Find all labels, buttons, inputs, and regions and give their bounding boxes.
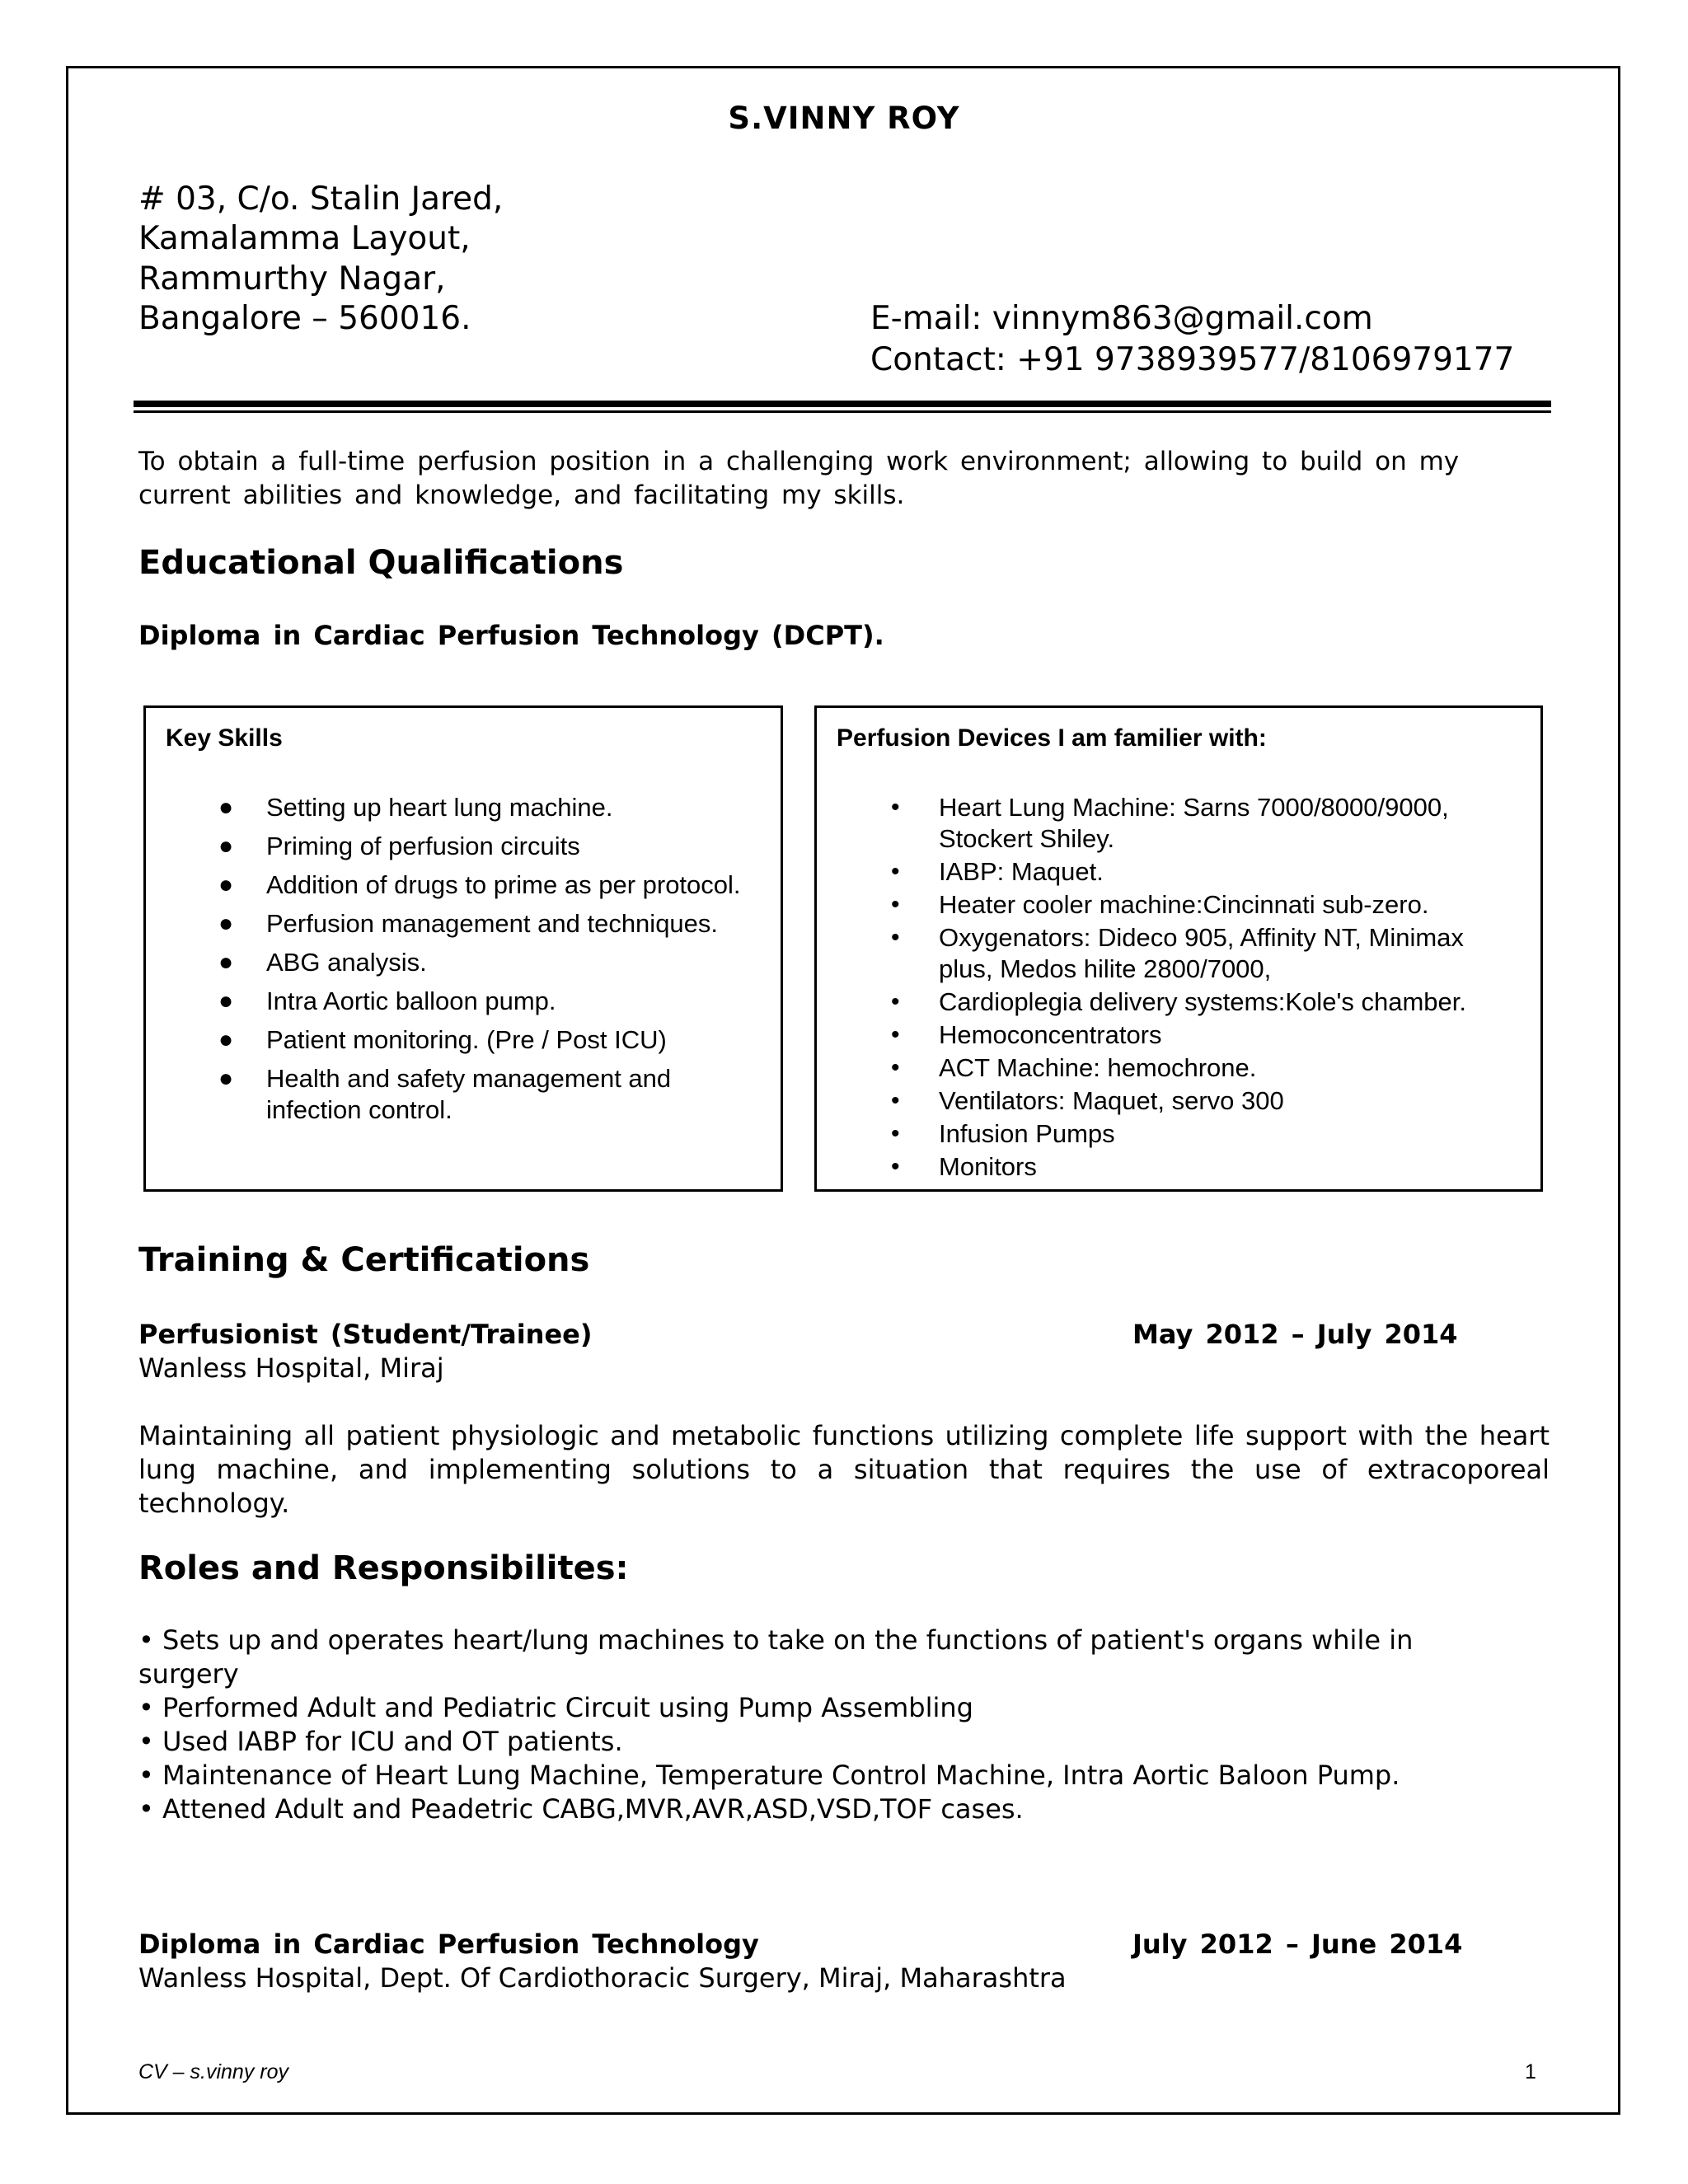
list-item: • ACT Machine: hemochrone.	[891, 1053, 1257, 1082]
list-item: ● ABG analysis.	[218, 948, 427, 977]
training-dates: May 2012 – July 2014	[1132, 1319, 1458, 1350]
address-line-4: Bangalore – 560016.	[138, 300, 471, 337]
list-item: • Oxygenators: Dideco 905, Affinity NT, Minimax plus, Medos hilite 2800/7000,	[891, 923, 1464, 983]
list-item: ● Perfusion management and techniques.	[218, 909, 719, 938]
list-item: • Cardioplegia delivery systems:Kole's chamber.	[891, 987, 1466, 1016]
key-skills-list	[218, 792, 753, 1133]
diploma-title: Diploma in Cardiac Perfusion Technology	[138, 1929, 759, 1960]
training-place: Wanless Hospital, Miraj	[138, 1352, 444, 1384]
list-item: ● Setting up heart lung machine.	[218, 793, 613, 822]
address-line-2: Kamalamma Layout,	[138, 220, 471, 257]
list-item: ● Health and safety management and infection control.	[218, 1064, 672, 1124]
degree-title: Diploma in Cardiac Perfusion Technology (DCPT).	[138, 620, 884, 651]
training-role: Perfusionist (Student/Trainee)	[138, 1319, 593, 1350]
list-item: • Heart Lung Machine: Sarns 7000/8000/9000, Stockert Shiley.	[891, 793, 1449, 853]
list-item: • Hemoconcentrators	[891, 1020, 1162, 1049]
email-address[interactable]: E-mail: vinnym863@gmail.com	[870, 300, 1373, 337]
training-heading: Training & Certifications	[138, 1241, 590, 1279]
address-line-1: # 03, C/o. Stalin Jared,	[138, 180, 504, 218]
list-item: • Maintenance of Heart Lung Machine, Temperature Control Machine, Intra Aortic Baloon Pump.	[138, 1760, 1400, 1791]
list-item: • Performed Adult and Pediatric Circuit using Pump Assembling	[138, 1692, 973, 1723]
list-item: • Attened Adult and Peadetric CABG,MVR,AVR,ASD,VSD,TOF cases.	[138, 1793, 1024, 1825]
list-item: ● Addition of drugs to prime as per protocol.	[218, 870, 741, 899]
candidate-name: S.VINNY ROY	[728, 101, 960, 136]
key-skills-box	[143, 705, 783, 1192]
address-line-3: Rammurthy Nagar,	[138, 260, 446, 298]
list-item: • IABP: Maquet.	[891, 857, 1104, 886]
header-divider-thin	[134, 410, 1551, 413]
header-divider	[134, 401, 1551, 407]
list-item: • Infusion Pumps	[891, 1119, 1115, 1148]
key-skills-title: Key Skills	[166, 724, 283, 752]
list-item: ● Priming of perfusion circuits	[218, 832, 580, 860]
diploma-dates: July 2012 – June 2014	[1132, 1929, 1463, 1960]
roles-heading: Roles and Responsibilites:	[138, 1549, 629, 1587]
list-item: • Sets up and operates heart/lung machines to take on the functions of patient's organs while in surgery	[138, 1624, 1414, 1690]
objective-text: To obtain a full-time perfusion position in a challenging work environment; allowing to build on my current abilities and knowledge, and facilitating my skills.	[138, 447, 1460, 510]
list-item: • Ventilators: Maquet, servo 300	[891, 1086, 1284, 1115]
training-description: Maintaining all patient physiologic and metabolic functions utilizing complete life support with the heart lung machine, and implementing solutions to a situation that requires the use of extracoporeal technology.	[138, 1420, 1550, 1519]
education-heading: Educational Qualifications	[138, 544, 624, 582]
list-item: ● Patient monitoring. (Pre / Post ICU)	[218, 1025, 667, 1054]
list-item: • Monitors	[891, 1152, 1037, 1181]
devices-box	[814, 705, 1543, 1192]
list-item: • Used IABP for ICU and OT patients.	[138, 1726, 623, 1757]
contact-phone: Contact: +91 9738939577/8106979177	[870, 341, 1515, 378]
list-item: • Heater cooler machine:Cincinnati sub-zero.	[891, 890, 1429, 919]
devices-list	[891, 792, 1524, 1184]
diploma-place: Wanless Hospital, Dept. Of Cardiothoracic Surgery, Miraj, Maharashtra	[138, 1962, 1067, 1994]
footer-label: CV – s.vinny roy	[138, 2060, 289, 2083]
list-item: ● Intra Aortic balloon pump.	[218, 987, 556, 1015]
roles-list	[138, 1624, 1507, 1826]
page-number: 1	[1525, 2060, 1536, 2083]
devices-title: Perfusion Devices I am familier with:	[837, 724, 1267, 752]
